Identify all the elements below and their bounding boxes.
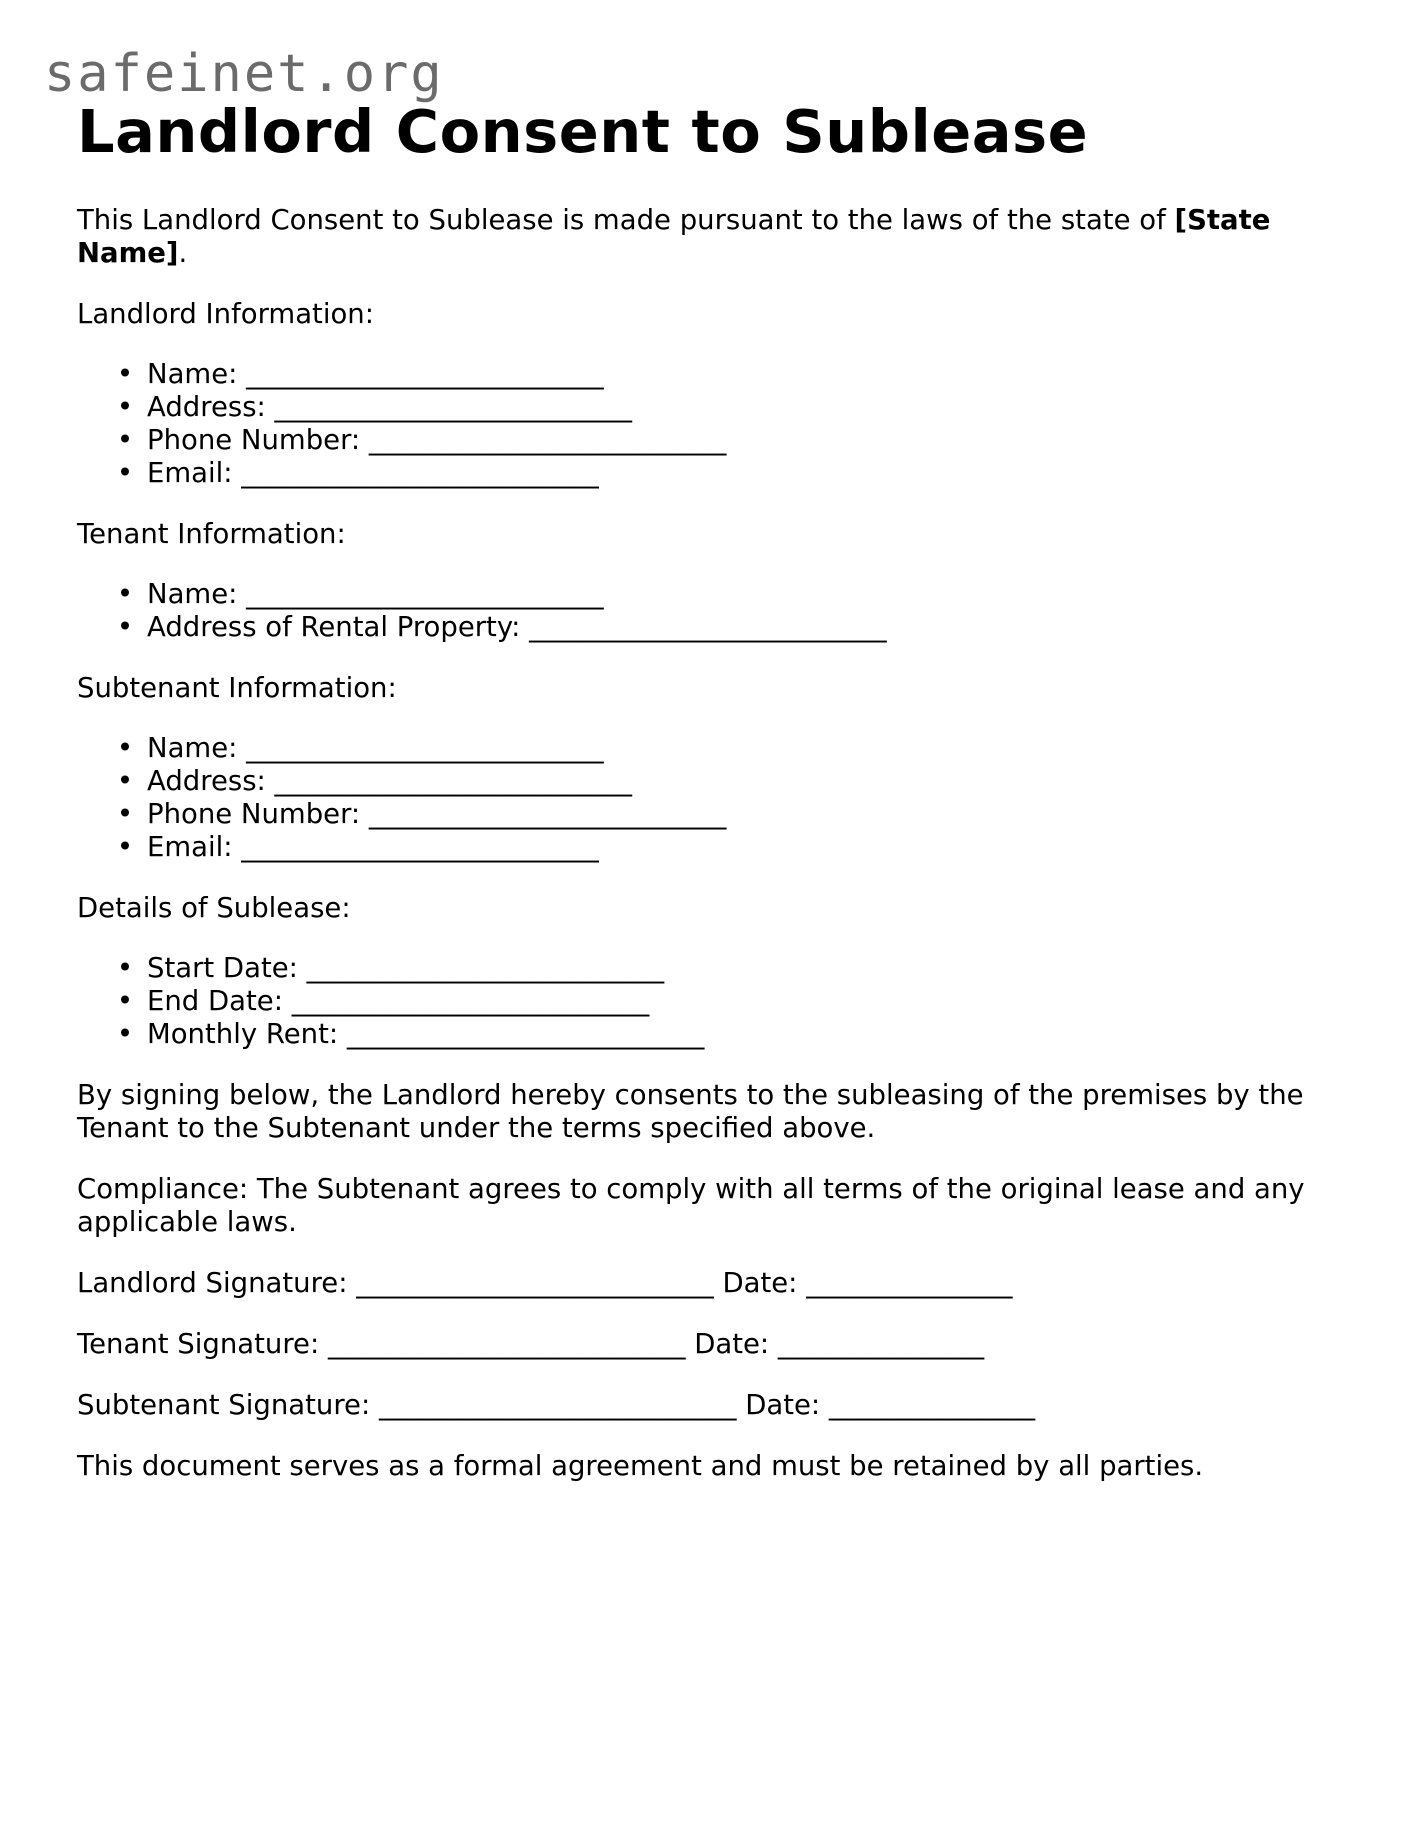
closing-paragraph: This document serves as a formal agreement and must be retained by all parties. xyxy=(77,1450,1204,1482)
tenant-signature-line: Tenant Signature: __________________________ Date: _______________ xyxy=(77,1328,985,1360)
tenant-property-address-field xyxy=(77,611,1347,644)
intro-end: . xyxy=(178,237,188,269)
subtenant-signature-line: Subtenant Signature: __________________________ Date: _______________ xyxy=(77,1389,1036,1421)
subtenant-info-list xyxy=(77,732,1347,864)
consent-paragraph: By signing below, the Landlord hereby consents to the subleasing of the premises by the Tenant to the Subtenant under the terms specified above. xyxy=(77,1079,1304,1144)
end-date-field xyxy=(77,985,1347,1018)
bullet-icon: • xyxy=(116,831,134,863)
tenant-info-heading: Tenant Information: xyxy=(77,518,346,550)
watermark: safeinet.org xyxy=(44,44,444,104)
field-label: Email: __________________________ xyxy=(147,457,599,489)
field-label: Name: __________________________ xyxy=(147,358,604,390)
bullet-icon: • xyxy=(116,358,134,390)
monthly-rent-field xyxy=(77,1018,1347,1051)
field-label: Monthly Rent: __________________________ xyxy=(147,1018,705,1050)
bullet-icon: • xyxy=(116,391,134,423)
page-title: Landlord Consent to Sublease xyxy=(77,97,1089,166)
subtenant-name-field xyxy=(77,732,1347,765)
field-label: Phone Number: __________________________ xyxy=(147,798,727,830)
bullet-icon: • xyxy=(116,611,134,643)
field-label: Address: __________________________ xyxy=(147,391,633,423)
state-name-placeholder: [State Name] xyxy=(77,204,1271,269)
bullet-icon: • xyxy=(116,578,134,610)
landlord-info-list xyxy=(77,358,1347,490)
bullet-icon: • xyxy=(116,1018,134,1050)
bullet-icon: • xyxy=(116,424,134,456)
bullet-icon: • xyxy=(116,457,134,489)
landlord-name-field xyxy=(77,358,1347,391)
subtenant-address-field xyxy=(77,765,1347,798)
start-date-field xyxy=(77,952,1347,985)
subtenant-email-field xyxy=(77,831,1347,864)
bullet-icon: • xyxy=(116,952,134,984)
tenant-info-list xyxy=(77,578,1347,644)
subtenant-info-heading: Subtenant Information: xyxy=(77,672,397,704)
field-label: Address: __________________________ xyxy=(147,765,633,797)
field-label: Start Date: __________________________ xyxy=(147,952,665,984)
field-label: Name: __________________________ xyxy=(147,578,604,610)
document xyxy=(77,96,1347,1483)
bullet-icon: • xyxy=(116,985,134,1017)
landlord-address-field xyxy=(77,391,1347,424)
field-label: Email: __________________________ xyxy=(147,831,599,863)
field-label: End Date: __________________________ xyxy=(147,985,650,1017)
subtenant-phone-field xyxy=(77,798,1347,831)
field-label: Address of Rental Property: __________________________ xyxy=(147,611,887,643)
compliance-paragraph: Compliance: The Subtenant agrees to comply with all terms of the original lease and any applicable laws. xyxy=(77,1173,1305,1238)
tenant-name-field xyxy=(77,578,1347,611)
sublease-details-heading: Details of Sublease: xyxy=(77,892,351,924)
intro-paragraph xyxy=(77,204,1347,270)
landlord-phone-field xyxy=(77,424,1347,457)
sublease-details-list xyxy=(77,952,1347,1051)
landlord-info-heading: Landlord Information: xyxy=(77,298,374,330)
intro-text: This Landlord Consent to Sublease is made pursuant to the laws of the state of xyxy=(77,204,1175,236)
bullet-icon: • xyxy=(116,765,134,797)
landlord-email-field xyxy=(77,457,1347,490)
bullet-icon: • xyxy=(116,798,134,830)
field-label: Name: __________________________ xyxy=(147,732,604,764)
bullet-icon: • xyxy=(116,732,134,764)
field-label: Phone Number: __________________________ xyxy=(147,424,727,456)
landlord-signature-line: Landlord Signature: __________________________ Date: _______________ xyxy=(77,1267,1013,1299)
